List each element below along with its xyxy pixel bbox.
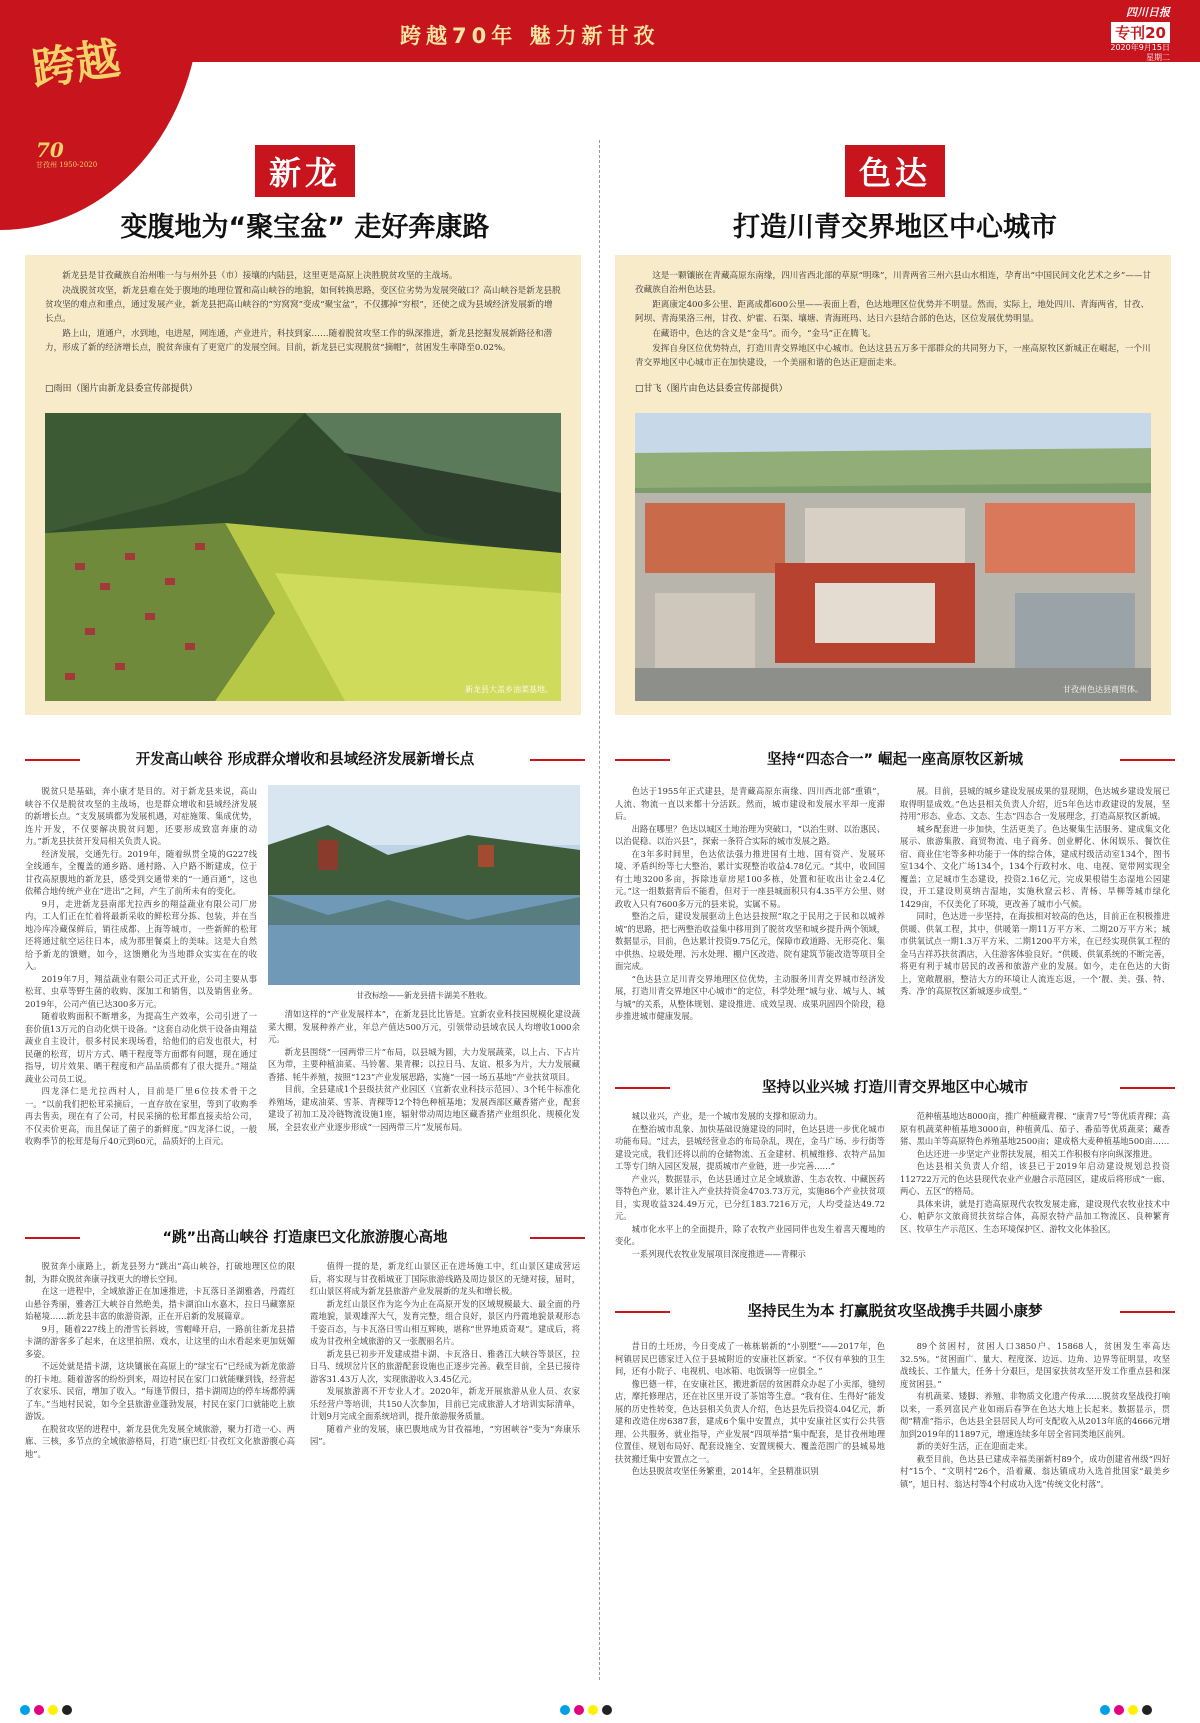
author-credit: □甘飞（图片由色达县委宣传部提供） <box>635 384 788 394</box>
section-body: 城以业兴，产业，是一个城市发展的支撑和原动力。 在整治城市乱象、加快基础设施建设的同时，色达县进一步优化城市功能布局。“过去，县城经营业态的布局杂乱，现在，金马广场、步行街等建设完成，我们还将以前的仓储物流、五金建材、机械维修、农特产品加工等专门纳入园区发展，提质城市产业链，进一步完善……” 产业兴，数据显示，色达县通过立足全域旅游、生态农牧、中藏医药等特色产业，累计注入产业扶持资金4703.73万元，实施86个产业扶贫项目，实现收益324.49万元，已分红183.7216万元，人均受益达49.72元。 城市化水平上的全面提升，除了农牧产业园同伴也发生着喜天覆地的变化。 一系列现代农牧业发展项目深度推进——青稞示 <box>615 1111 885 1259</box>
article-xinlong <box>20 0 590 1723</box>
issue-weekday: 星期二 <box>1146 53 1170 62</box>
registration-marks-right <box>1100 1705 1152 1715</box>
lake-photo-caption: 甘孜标绘——新龙县措卡湖美不胜收。 <box>356 991 492 1000</box>
lead-photo <box>635 413 1151 701</box>
newspaper-name: 四川日报 <box>1126 6 1170 19</box>
section-body: 脱贫只是基础，奔小康才是目的。对于新龙县来说，高山峡谷不仅是脱贫攻坚的主战场，也是群众增收和县域经济发展的新增长点。“支发展填都为发展机遇，对症施策、集成优势，连片开发，不仅要解决脱贫问题，还要形成致富奔康的动力。”新龙县扶贫开发局相关负责人说。 经济发展，交通先行。2019年，随着纵贯全境的G227线全线通车，全覆盖的通乡路、通村路、入户路不断建成，位于甘孜高原腹地的新龙县，感受到交通带来的“一通百通”，这也依稀合地传统产业在“进出”之间，产生了前所未有的变化。 9月，走进新龙县南部尤拉西乡的翔益蔬业有限公司厂房内，工人们正在忙着将最新采收的鲜松茸分拣、包装，并在当地冷库冷藏保鲜后，销往成都、上海等城市，一些新鲜的松茸还将通过航空运往日本，成为那里餐桌上的美味。这是大自然给予新龙的馈赠，如今，这馈赠化为当地群众实实在在的收入。 2019年7月，翔益蔬业有限公司正式开业，公司主要从事松茸、虫草等野生菌的收购、深加工和销售，以及销售业务。2019年，公司产值已达300多万元。 随着收购面积不断增多，为提高生产效率，公司引进了一套价值13万元的自动化烘干设备。“这套自动化烘干设备由翔益蔬业自主设计，很多村民来现场看，给他们的启发也很大，村民砸的松茸，切片方式、晒干程度等方面都有问题，现在通过指导，切片效果、晒干程度和产品品质都有了很大提升。”翔益蔬业公司员工说。 四龙泽仁是尤拉西村人，目前是厂里6位技术骨干之一。“以前我们把松茸采摘后，一直存放在家里，等到了收购季再去售卖，现在有了公司，村民采摘的松茸都直接卖给公司，不仅卖价更高，而且保证了菌子的新鲜度。”四龙泽仁说，一般收购季节的松茸是每斤40元到60元，品质好的上百元。 <box>25 786 257 1146</box>
logo-subtitle: 甘孜州 1950-2020 <box>36 161 98 169</box>
article-seda <box>610 0 1180 1723</box>
section-body: 脱贫奔小康路上，新龙县努力“跳出”高山峡谷，打破地理区位的限制，为群众脱贫奔康寻找更大的增长空间。 在这一进程中，全域旅游正在加速推进，卡瓦落日圣湖雅砻，丹霞红山悬谷秀丽，雅砻江大峡谷自然绝美，措卡湖泊山水嘉木，拉日马藏寨原始秘境……新龙县丰富的旅游资源，正在开启新的发展篇章。 9月，随着227线上的滑雪长斜坡，雪帽峰开启，一路前往新龙县措卡湖的游客多了起来，在这里拍照、戏水，让这里的山水看起来更加妩媚多姿。 不远处就是措卡湖，这块镶嵌在高原上的“绿宝石”已经成为新龙旅游的打卡地。随着游客的纷纷到来，周边村民在家门口就能赚到钱，经营起了农家乐、民宿，增加了收入。“每逢节假日，措卡湖周边的停车场都停满了车。”当地村民说，如今全县旅游业蓬勃发展，村民在家门口就能吃上旅游饭。 在脱贫攻坚的进程中，新龙县优先发展全域旅游，聚力打造一心、两廊、三核，多节点的全域旅游格局，打造“康巴红·甘孜红文化旅游腹心高地”。 <box>25 1261 295 1459</box>
section-badge: 专刊20 <box>1111 22 1170 43</box>
section-body: 展。目前，县城的城乡建设发展成果的显现期，色达城乡建设发展已取得明显成效。”色达县相关负责人介绍，近5年色达市政建设的发展，坚持用“形态、业态、文态、生态”四态合一发展理念，打造高原牧区新城。 城乡配套进一步加快，生活更美了。色达聚集生活服务、建成集文化展示、旅游集散、商贸物流、电子商务、创业孵化、休闲娱乐、餐饮住宿、商业住宅等多种功能于一体的综合体，建成村级活动室134个，图书室134个、文化广场134个，134个行政村水、电、电视、宽带网实现全覆盖；立足城市生态建设，投资2.16亿元，完成果根错生态湿地公园建设，开工建设则莫纳吉湿地，实施秋窟云杉、青杨、旱柳等城市绿化1429亩，不仅美化了环境，更改善了城市小气候。 同时，色达进一步坚持，在海拔相对较高的色达，目前正在积极推进供暖、供氧工程，其中，供暖第一期11万平方米、二期20万平方米；城市供氧试点一期1.3万平方米、二期1200平方米，在已经实现供氧工程的金马吉祥苏扶贫酒店，入住游客体验良好。“供暖、供氧系统的不断完善，将更有利于城市居民的改善和旅游产业的发展。如今，走在色达的大街上，宽敞靓丽，整洁大方的环境让人流连忘返，一个‘靓、美、强、特、秀、净’的高原牧区新城逐步成型。” <box>900 786 1170 996</box>
section-body: 昔日的土坯房，今日变成了一栋栋崭新的“小别墅”——2017年，色柯镇居民巴德家迁入位于县城附近的安康社区新家。“不仅有单独的卫生间，还有小院子、电视机、电冰箱、电饭锅等一应俱全。” 像巴德一样，在安康社区，搬进新居的贫困群众办起了小卖部，缝纫店，摩托修理店，还在社区里开设了茶馆等生意。“我有住、生得好”能发展的历史性转变，色达县相关负责人介绍，色达县先后投资4.04亿元，新建和改造住房6387套，建成6个集中安置点，其中安康社区实行公共管理、公共服务，就业指导，产业发展“四项举措”集中配套，是甘孜州地理位置佳、规划布局好、配套设施全、安置规模大、覆盖范围广的县城易地扶贫搬迁集中安置点之一。 色达县脱贫攻坚任务繁重，2014年，全县精准识别 <box>615 1341 885 1476</box>
lead-box <box>615 255 1171 715</box>
lead-photo-caption: 甘孜州色达县商贸体。 <box>1063 685 1143 694</box>
county-label: 新龙 <box>20 145 590 197</box>
logo-mark: 跨越 <box>28 33 124 96</box>
lead-photo <box>45 413 561 701</box>
section-body: 值得一提的是，新龙红山景区正在进场施工中，红山景区建成营运后，将实现与甘孜稻城亚丁国际旅游线路及周边景区的无缝对接，届时，红山景区将成为新龙县旅游产业发展新的龙头和增长极。 新龙红山景区作为迄今为止在高原开发的区域规模最大、最全面的丹霞地貌，景观雄浑大气，发育完整，组合良好，景区内丹霞地貌景观形态千姿百态，与卡瓦洛日雪山相互辉映，堪称“世界地质奇观”。建成后，将成为甘孜州全域旅游的又一张靓丽名片。 新龙县已初步开发建成措卡湖、卡瓦洛日、雅砻江大峡谷等景区，拉日马、绒坝岔片区的旅游配套设施也正逐步完善。截至目前，全县已接待游客31.43万人次，实现旅游收入3.45亿元。 发展旅游离不开专业人才。2020年，新龙开展旅游从业人员、农家乐经营户等培训，共150人次参加，目前已完成旅游人才培训实际清单，计划9月完成全面系统培训，提升旅游服务质量。 随着产业的发展，康巴腹地成为甘孜福地，“穷困峡谷”变为“奔康乐园”。 <box>310 1261 580 1446</box>
logo-number: 70 <box>36 138 64 162</box>
lead-text: 新龙县是甘孜藏族自治州唯一与与州外县（市）接壤的内陆县，这里更是高原上决胜脱贫攻坚的主战场。 决战脱贫攻坚，新龙县难在处于腹地的地理位置和高山峡谷的地貌，如何转换思路，变区位劣势为发展突破口？高山峡谷是新龙县脱贫攻坚的难点和重点，通过发展产业，新龙县把高山峡谷的“穷窝窝”变成“聚宝盆”，不仅挪掉“穷根”，还使之成为县域经济发展新的增长点。 路上山，道通户，水到地，电进屋，网连通，产业进片，科技到家……随着脱贫攻坚工作的纵深推进，新龙县挖掘发展新路径和潜力，形成了新的经济增长点，脱贫奔康有了更宽广的发展空间。目前，新龙县已实现脱贫“摘帽”，贫困发生率降至0.02%。 <box>45 271 561 353</box>
banner-title: 跨越70年 魅力新甘孜 <box>400 24 660 48</box>
column-divider <box>599 140 600 1680</box>
section-heading: 开发高山峡谷 形成群众增收和县域经济发展新增长点 <box>20 748 590 770</box>
lead-box <box>25 255 581 715</box>
section-body: 色达于1955年正式建县，是青藏高原东南缘、四川西北部“重镇”，人流、物流一直以来都十分活跃。然而，城市建设和发展水平却一度滞后。 出路在哪里？色达以城区土地治理为突破口，“以治生财、以治惠民、以治促稳、以治兴县”，探索一条符合实际的城市发展之路。 在3年多时间里，色达依法强力推进国有土地、国有资产、发展环境、矛盾纠纷等七大整治，累计实现整治收益4.78亿元。“其中，收回国有土地3200多亩，拆除违章房屋100多栋，处置和征收出让金2.4亿元。”这一组数据背后不能看，但对于一座县城面积只有4.35平方公里、财政收入只有7600多万元的县来说，实属不易。 整治之后，建设发展驱动上色达县按照“取之于民用之于民和以城养城”的思路，把七两整治收益集中移用到了脱贫攻坚和城乡提升两个领域，数据显示，目前，色达累计投资9.75亿元，保障市政道路、无形亮化、集中供热、垃圾处理、污水处理、棚户区改造、院有建筑节能改造等项目全面完成。 “色达县立足川青交界地理区位优势，主动服务川青交界城市经济发展，打造川青交界地区中心城市”的定位，科学处理“城与业、城与人、城与城”的关系，从整体规划、建设推进、成效呈现、成果巩固四个阶段，稳步推进城市健康发展。 <box>615 786 885 1021</box>
lake-photo <box>268 785 580 985</box>
article-headline: 打造川青交界地区中心城市 <box>733 212 1057 243</box>
section-heading: “跳”出高山峡谷 打造康巴文化旅游腹心高地 <box>20 1226 590 1248</box>
section-body: 清如这样的“产业发展样本”，在新龙县比比皆是。宜新农业科技园规模化建设蔬菜大棚，发展种养产业，年总产值达500万元，引领带动县域农民人均增收1000余元。 新龙县围绕“一园两带三片”布局，以县城为圆，大力发展蔬菜，以上占、下占片区为带，主要种植油菜、马铃薯、果青稞；以拉日马、友谊、根多为片，大力发展藏香猪、牦牛养殖，按照“123”产业发展思路，实施“一园一场五基地”产业扶贫项目。 目前，全县建成1个县级扶贫产业园区（宜新农业科技示范园）、3个牦牛标准化养殖场，建成油菜、雪茶、青稞等12个特色种植基地；发展西部区藏香猪产业，配套建设了初加工及冷链物流设施1座，辐射带动周边地区藏香猪产业组织化、规模化发展，全县农业产业逐步形成“一园两带三片”发展布局。 <box>268 1009 580 1132</box>
registration-marks-left <box>20 1705 72 1715</box>
section-body: 范种植基地达8000亩，推广种植藏青稞、“康青7号”等优质青稞；高原有机蔬菜种植基地3000亩，种植黄瓜、茄子、番茄等优质蔬菜；藏香猪、黑山羊等高原特色养殖基地2500亩；建成格大麦种植基地500亩…… 色达还进一步坚定产业帮扶发展，相关工作积极有序向纵深推进。 色达县相关负责人介绍，该县已于2019年启动建设规划总投资112722万元的色达县现代农业产业融合示范园区，建成后将形成“一廊、两心、五区”的格局。 具体来讲，就是打造高原现代农牧发展走廊，建设现代农牧业技术中心、帕萨尔文旅商贸扶贫综合体，高原农特产品加工物流区、良种繁育区、牧草生产示范区、生态环境保护区、游牧文化体验区。 <box>900 1111 1170 1234</box>
author-credit: □雨田（图片由新龙县委宣传部提供） <box>45 384 198 394</box>
county-label: 色达 <box>610 145 1180 197</box>
registration-marks-center <box>560 1705 612 1715</box>
lead-photo-caption: 新龙县大盖乡油菜基地。 <box>465 685 553 694</box>
section-heading: 坚持“四态合一” 崛起一座高原牧区新城 <box>610 748 1180 770</box>
section-heading: 坚持民生为本 打赢脱贫攻坚战携手共圆小康梦 <box>610 1300 1180 1322</box>
section-body: 89个贫困村，贫困人口3850户、15868人，贫困发生率高达32.5%。“贫困面广、量大、程度深、边远、边角、边界等征明显，攻坚战线长、工作量大，任务十分艰巨，是国家扶贫攻坚开发工作重点县和深度贫困县。” 有机蔬菜、矮脚、养殖、非物质文化遗产传承……脱贫攻坚战役打响以来，一系列富民产业如雨后春笋在色达大地上长起来。数据显示，贯彻“精准”指示，色达县全县居民人均可支配收入从2013年底的4666元增加到2019年的11897元，增速连续多年居全省同类地区前列。 新的美好生活，正在迎面走来。 截至目前，色达县已建成幸福美丽新村89个，成功创建省州级“四好村”15个、“文明村”26个，沿着藏、翁达镇成功入选首批国家“最美乡镇”，旭日村、翁达村等4个村成功入选“传统文化村落”。 <box>900 1341 1170 1489</box>
issue-date: 2020年9月15日 <box>1110 43 1170 52</box>
section-heading: 坚持以业兴城 打造川青交界地区中心城市 <box>610 1076 1180 1098</box>
lead-text: 这是一颗镶嵌在青藏高原东南缘，四川省西北部的草原“明珠”，川青两省三州六县山水相连，孕育出“中国民间文化艺术之乡”——甘孜藏族自治州色达县。 距离康定400多公里、距离成都600公里——表面上看，色达地理区位优势并不明显。然而，实际上，地处四川、青海两省，甘孜、阿坝、青海果洛三州，甘孜、炉霍、石渠、壤塘、青海班玛、达日六县结合部的色达，区位发展优势明显。 在藏语中，色达的含义是“金马”。而今，“金马”正在腾飞。 发挥自身区位优势特点，打造川青交界地区中心城市。色达这县五万多干部群众的共同努力下，一座高原牧区新城正在崛起，一个川青交界地区中心城市正在加快建设，一个美丽和谐的色达正迎面走来。 <box>635 271 1152 368</box>
article-headline: 变腹地为“聚宝盆” 走好奔康路 <box>120 212 490 243</box>
